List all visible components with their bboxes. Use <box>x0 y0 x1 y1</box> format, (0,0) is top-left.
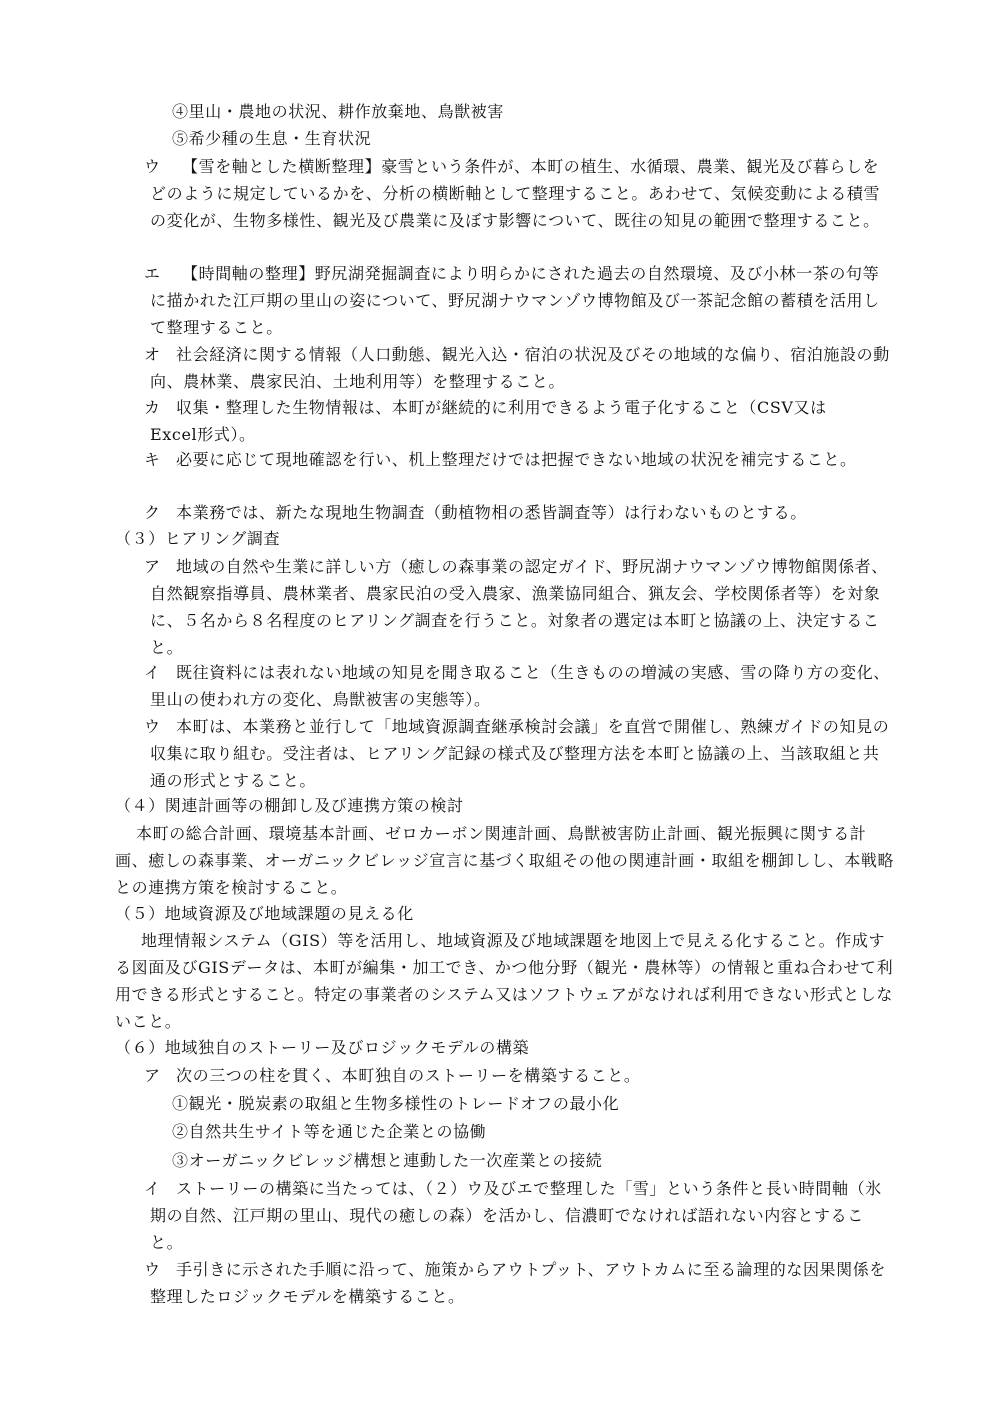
list-line-rare-species: ⑤希少種の生息・生育状況 <box>172 129 372 148</box>
item-text-hearing-targets: 地域の自然や生業に詳しい方（癒しの森事業の認定ガイド、野尻湖ナウマンゾウ博物館関係者、自然観察指導員、農林業者、農家民泊の受入農家、漁業協同組合、猟友会、学校関係者等）を対象に、５名から８名程度のヒアリング調査を行うこと。対象者の選定は本町と協議の上、決定すること。 <box>150 557 888 657</box>
section-heading-related-plans: （４）関連計画等の棚卸し及び連携方策の検討 <box>115 796 464 815</box>
item-text-local-knowledge: 既往資料には表れない地域の知見を聞き取ること（生きものの増減の実感、雪の降り方の変化、里山の使われ方の変化、鳥獣被害の実態等）。 <box>150 663 890 709</box>
item-mark: エ <box>144 264 161 283</box>
item-mark: ク <box>144 503 161 522</box>
item-text-field-check: 必要に応じて現地確認を行い、机上整理だけでは把握できない地域の状況を補完すること。 <box>176 450 857 469</box>
item-mark: ウ <box>144 1260 161 1279</box>
item-text-council: 本町は、本業務と並行して「地域資源調査継承検討会議」を直営で開催し、熟練ガイドの知見の収集に取り組む。受注者は、ヒアリング記録の様式及び整理方法を本町と協議の上、当該取組と共通の形式とすること。 <box>150 717 890 790</box>
item-text-digitize: 収集・整理した生物情報は、本町が継続的に利用できるよう電子化すること（CSV又はExcel形式）。 <box>150 398 827 444</box>
pillar-line: ①観光・脱炭素の取組と生物多様性のトレードオフの最小化 <box>172 1094 620 1113</box>
paragraph-related-plans: 本町の総合計画、環境基本計画、ゼロカーボン関連計画、鳥獣被害防止計画、観光振興に関する計画、癒しの森事業、オーガニックビレッジ宣言に基づく取組その他の関連計画・取組を棚卸しし、本戦略との連携方策を検討すること。 <box>115 824 895 897</box>
item-mark: ア <box>144 1066 161 1085</box>
list-line-satoyama: ④里山・農地の状況、耕作放棄地、鳥獣被害 <box>172 102 505 121</box>
item-mark: イ <box>144 1179 161 1198</box>
item-mark: オ <box>144 345 161 364</box>
item-mark: ウ <box>144 717 161 736</box>
item-text-story-building: ストーリーの構築に当たっては、（２）ウ及びエで整理した「雪」という条件と長い時間軸（氷期の自然、江戸期の里山、現代の癒しの森）を活かし、信濃町でなければ語れない内容とすること。 <box>150 1179 882 1252</box>
item-text-story: 次の三つの柱を貫く、本町独自のストーリーを構築すること。 <box>176 1066 641 1085</box>
section-heading-hearing: （３）ヒアリング調査 <box>115 529 281 548</box>
section-heading-story: （６）地域独自のストーリー及びロジックモデルの構築 <box>115 1038 530 1057</box>
item-mark: ウ <box>144 157 161 176</box>
item-mark: イ <box>144 663 161 682</box>
item-text-snow-axis: 【雪を軸とした横断整理】豪雪という条件が、本町の植生、水循環、農業、観光及び暮らしをどのように規定しているかを、分析の横断軸として整理すること。あわせて、気候変動による積雪の変化が、生物多様性、観光及び農業に及ぼす影響について、既往の知見の範囲で整理すること。 <box>150 157 881 230</box>
item-text-socioeconomic: 社会経済に関する情報（人口動態、観光入込・宿泊の状況及びその地域的な偏り、宿泊施設の動向、農林業、農家民泊、土地利用等）を整理すること。 <box>150 345 890 391</box>
item-mark: キ <box>144 450 161 469</box>
pillar-line: ③オーガニックビレッジ構想と連動した一次産業との接続 <box>172 1151 603 1170</box>
item-text-no-survey: 本業務では、新たな現地生物調査（動植物相の悉皆調査等）は行わないものとする。 <box>176 503 807 522</box>
item-text-logic-model: 手引きに示された手順に沿って、施策からアウトプット、アウトカムに至る論理的な因果関係を整理したロジックモデルを構築すること。 <box>150 1260 886 1306</box>
paragraph-visualization: 地理情報システム（GIS）等を活用し、地域資源及び地域課題を地図上で見える化すること。作成する図面及びGISデータは、本町が編集・加工でき、かつ他分野（観光・農林等）の情報と重ね合わせて利用できる形式とすること。特定の事業者のシステム又はソフトウェアがなければ利用できない形式としないこと。 <box>115 931 894 1031</box>
item-text-time-axis: 【時間軸の整理】野尻湖発掘調査により明らかにされた過去の自然環境、及び小林一茶の句等に描かれた江戸期の里山の姿について、野尻湖ナウマンゾウ博物館及び一茶記念館の蓄積を活用して整理すること。 <box>150 264 880 337</box>
item-mark: ア <box>144 557 161 576</box>
section-heading-visualization: （５）地域資源及び地域課題の見える化 <box>115 904 414 923</box>
item-mark: カ <box>144 398 161 417</box>
pillar-line: ②自然共生サイト等を通じた企業との協働 <box>172 1122 487 1141</box>
